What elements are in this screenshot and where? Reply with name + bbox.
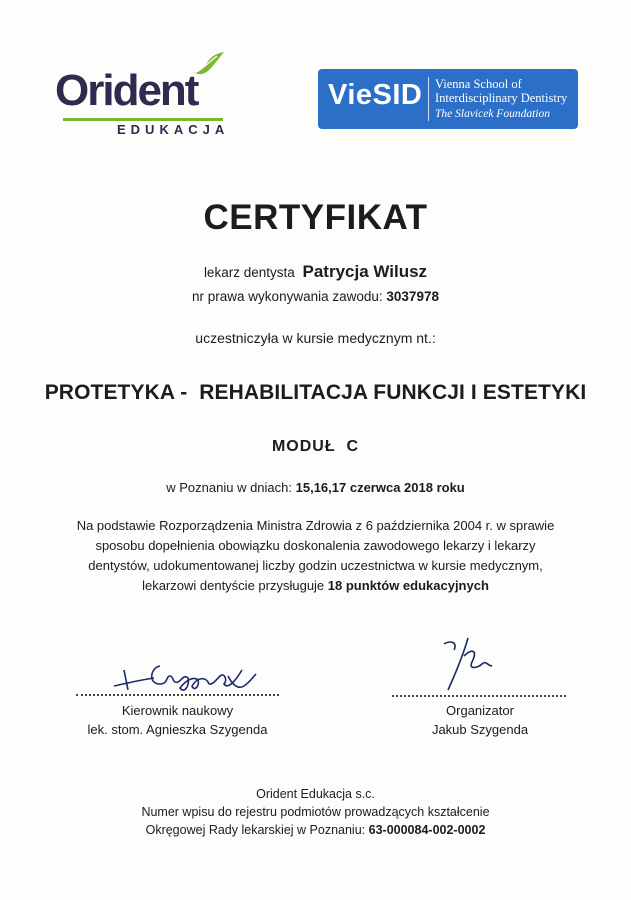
signature-right-image <box>438 636 498 694</box>
viesid-logo-name: VieSID <box>328 79 423 111</box>
dates-value: 15,16,17 czerwca 2018 roku <box>295 480 465 495</box>
license-label: nr prawa wykonywania zawodu: <box>192 289 383 304</box>
signature-left-image <box>110 650 260 698</box>
orident-logo-subtitle: EDUKACJA <box>117 122 230 137</box>
viesid-logo-line2: Interdisciplinary Dentistry <box>435 91 568 105</box>
signature-line-right <box>392 695 566 697</box>
license-line <box>0 289 631 304</box>
footer <box>0 785 631 839</box>
signature-line-left <box>76 694 279 696</box>
recipient-name: Patrycja Wilusz <box>302 262 428 281</box>
certificate-title: CERTYFIKAT <box>203 198 428 237</box>
legal-line4-prefix: lekarzowi dentyście przysługuje <box>142 578 325 593</box>
orident-underline <box>63 118 223 121</box>
legal-statement <box>0 516 631 596</box>
dates-label: w Poznaniu w dniach: <box>166 480 292 495</box>
signature-left-person: lek. stom. Agnieszka Szygenda <box>87 722 268 737</box>
participation-statement: uczestniczyła w kursie medycznym nt.: <box>195 330 436 346</box>
viesid-logo-line3: The Slavicek Foundation <box>435 108 550 120</box>
module-label: MODUŁ C <box>271 438 360 455</box>
footer-chamber-label: Okręgowej Rady lekarskiej w Poznaniu: <box>145 823 366 837</box>
education-points: 18 punktów edukacyjnych <box>327 578 489 593</box>
footer-registry-number: 63-000084-002-0002 <box>368 823 486 837</box>
orident-logo-word: Orident <box>55 66 198 115</box>
footer-chamber-line <box>0 821 631 839</box>
footer-company: Orident Edukacja s.c. <box>256 787 375 801</box>
legal-line <box>0 576 631 596</box>
viesid-divider <box>428 77 429 121</box>
viesid-logo <box>318 69 578 129</box>
legal-line: Na podstawie Rozporządzenia Ministra Zdrowia z 6 października 2004 r. w sprawie <box>76 518 555 533</box>
footer-registry-line: Numer wpisu do rejestru podmiotów prowadzących kształcenie <box>141 805 490 819</box>
course-title: PROTETYKA - REHABILITACJA FUNKCJI I ESTETYKI <box>44 381 587 404</box>
legal-line: sposobu dopełnienia obowiązku doskonalenia zawodowego lekarzy i lekarzy <box>95 538 536 553</box>
leaf-icon <box>191 52 225 78</box>
license-number: 3037978 <box>386 289 439 304</box>
signature-right-role: Organizator <box>446 703 514 718</box>
viesid-logo-line1: Vienna School of <box>435 77 522 91</box>
recipient-line <box>0 262 631 282</box>
signature-right-person: Jakub Szygenda <box>431 722 529 737</box>
signature-left-role: Kierownik naukowy <box>121 703 234 718</box>
legal-line: dentystów, udokumentowanej liczby godzin uczestnictwa w kursie medycznym, <box>88 558 543 573</box>
profession-label: lekarz dentysta <box>203 265 295 280</box>
dates-line <box>0 480 631 495</box>
orident-logo <box>55 52 235 142</box>
